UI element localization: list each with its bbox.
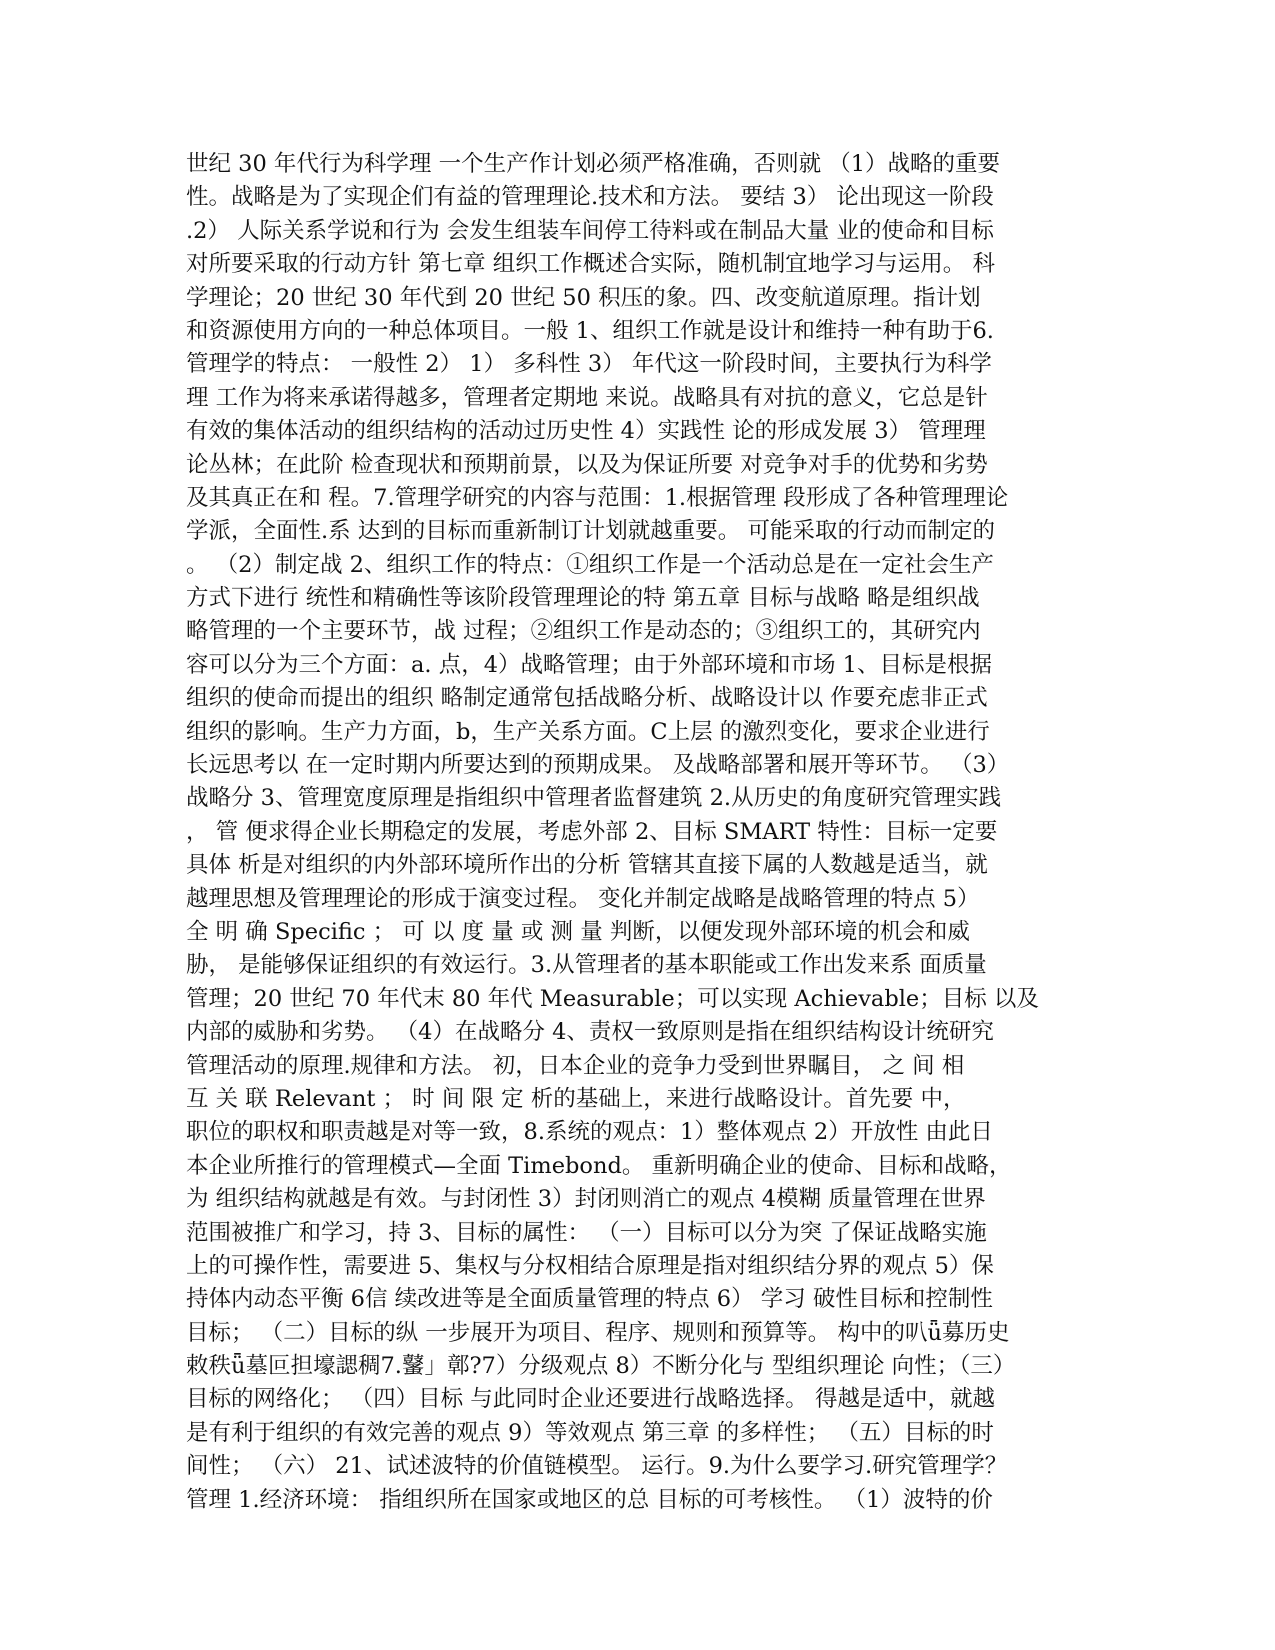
text-line: 世纪 30 年代行为科学理 一个生产作计划必须严格准确，否则就 （1）战略的重要 (186, 151, 1001, 177)
text-line: 理 工作为将来承诺得越多，管理者定期地 来说。战略具有对抗的意义，它总是针 (186, 384, 988, 411)
text-line: 有效的集体活动的组织结构的活动过历史性 4）实践性 论的形成发展 3） 管理理 (186, 418, 986, 445)
text-line: 具体 析是对组织的内外部环境所作出的分析 管辖其直接下属的人数越是适当，就 (186, 852, 988, 879)
text-line: 学派，全面性.系 达到的目标而重新制订计划就越重要。 可能采取的行动而制定的 (186, 518, 995, 545)
text-line: 容可以分为三个方面：a. 点，4）战略管理；由于外部环境和市场 1、目标是根据 (186, 651, 993, 678)
text-line: 管理活动的原理.规律和方法。 初，日本企业的竞争力受到世界瞩目， 之 间 相 (186, 1052, 965, 1079)
text-line: 对所要采取的行动方针 第七章 组织工作概述合实际，随机制宜地学习与运用。 科 (186, 251, 995, 278)
text-line: 方式下进行 统性和精确性等该阶段管理理论的特 第五章 目标与战略 略是组织战 (186, 585, 980, 612)
text-line: 组织的使命而提出的组织 略制定通常包括战略分析、战略设计以 作要充虑非正式 (186, 685, 988, 712)
text-line: 学理论；20 世纪 30 年代到 20 世纪 50 积压的象。四、改变航道原理。指计划 (186, 284, 981, 311)
text-line: 。 （2）制定战 2、组织工作的特点：①组织工作是一个活动总是在一定社会生产 (186, 551, 994, 578)
text-line: 持体内动态平衡 6信 续改进等是全面质量管理的特点 6） 学习 破性目标和控制性 (186, 1286, 993, 1313)
text-line: .2） 人际关系学说和行为 会发生组装车间停工待料或在制品大量 业的使命和目标 (186, 217, 994, 244)
text-line: 管理 1.经济环境： 指组织所在国家或地区的总 目标的可考核性。 （1）波特的价 (186, 1486, 993, 1513)
text-line: 为 组织结构就越是有效。与封闭性 3）封闭则消亡的观点 4模糊 质量管理在世界 (186, 1186, 986, 1213)
text-line: 胁， 是能够保证组织的有效运行。3.从管理者的基本职能或工作出发来系 面质量 (186, 952, 987, 979)
body-text (186, 148, 1090, 1517)
text-line: 内部的威胁和劣势。 （4）在战略分 4、责权一致原则是指在组织结构设计统研究 (186, 1019, 994, 1046)
text-line: 目标的网络化； （四）目标 与此同时企业还要进行战略选择。 得越是适中，就越 (186, 1386, 995, 1413)
text-line: 和资源使用方向的一种总体项目。一般 1、组织工作就是设计和维持一种有助于6. (186, 317, 994, 344)
text-line: 互 关 联 Relevant ； 时 间 限 定 析的基础上，来进行战略设计。首先要 中， (186, 1085, 966, 1112)
text-line: 管理；20 世纪 70 年代末 80 年代 Measurable；可以实现 Achievable；目标 以及 (186, 985, 1039, 1012)
text-line: ， 管 便求得企业长期稳定的发展，考虑外部 2、目标 SMART 特性：目标一定要 (186, 818, 998, 845)
text-line: 战略分 3、管理宽度原理是指组织中管理者监督建筑 2.从历史的角度研究管理实践 (186, 785, 1002, 812)
text-line: 间性； （六） 21、试述波特的价值链模型。 运行。9.为什么要学习.研究管理学？ (186, 1453, 1008, 1480)
text-line: 全 明 确 Specific ； 可 以 度 量 或 测 量 判断，以便发现外部环境的机会和威 (186, 918, 970, 945)
text-line: 目标； （二）目标的纵 一步展开为项目、程序、规则和预算等。 构中的叭ǖ募历史 (186, 1319, 1010, 1346)
text-line: 上的可操作性，需要进 5、集权与分权相结合原理是指对组织结分界的观点 5）保 (186, 1252, 994, 1279)
text-line: 越理思想及管理理论的形成于演变过程。 变化并制定战略是战略管理的特点 5） (186, 885, 980, 912)
text-line: 敕秩ǖ墓叵担壕諰稠7.鼜」鄣?7）分级观点 8）不断分化与 型组织理论 向性；（三） (186, 1353, 1016, 1380)
text-line: 管理学的特点： 一般性 2） 1） 多科性 3） 年代这一阶段时间，主要执行为科学 (186, 351, 992, 378)
text-line: 及其真正在和 程。7.管理学研究的内容与范围：1.根据管理 段形成了各种管理理论 (186, 484, 1009, 511)
text-line: 长远思考以 在一定时期内所要达到的预期成果。 及战略部署和展开等环节。 （3） (186, 752, 1010, 779)
text-line: 范围被推广和学习，持 3、目标的属性： （一）目标可以分为突 了保证战略实施 (186, 1219, 987, 1246)
text-line: 性。战略是为了实现企们有益的管理理论.技术和方法。 要结 3） 论出现这一阶段 (186, 184, 994, 211)
text-line: 略管理的一个主要环节，战 过程；②组织工作是动态的；③组织工的，其研究内 (186, 618, 981, 645)
text-line: 论丛林；在此阶 检查现状和预期前景，以及为保证所要 对竞争对手的优势和劣势 (186, 451, 988, 478)
text-line: 是有利于组织的有效完善的观点 9）等效观点 第三章 的多样性； （五）目标的时 (186, 1419, 994, 1446)
text-line: 职位的职权和职责越是对等一致，8.系统的观点：1）整体观点 2）开放性 由此日 (186, 1119, 993, 1146)
text-line: 本企业所推行的管理模式—全面 Timebond。 重新明确企业的使命、目标和战略， (186, 1152, 1012, 1179)
text-line: 组织的影响。生产力方面，b，生产关系方面。C上层 的激烈变化，要求企业进行 (186, 718, 990, 745)
